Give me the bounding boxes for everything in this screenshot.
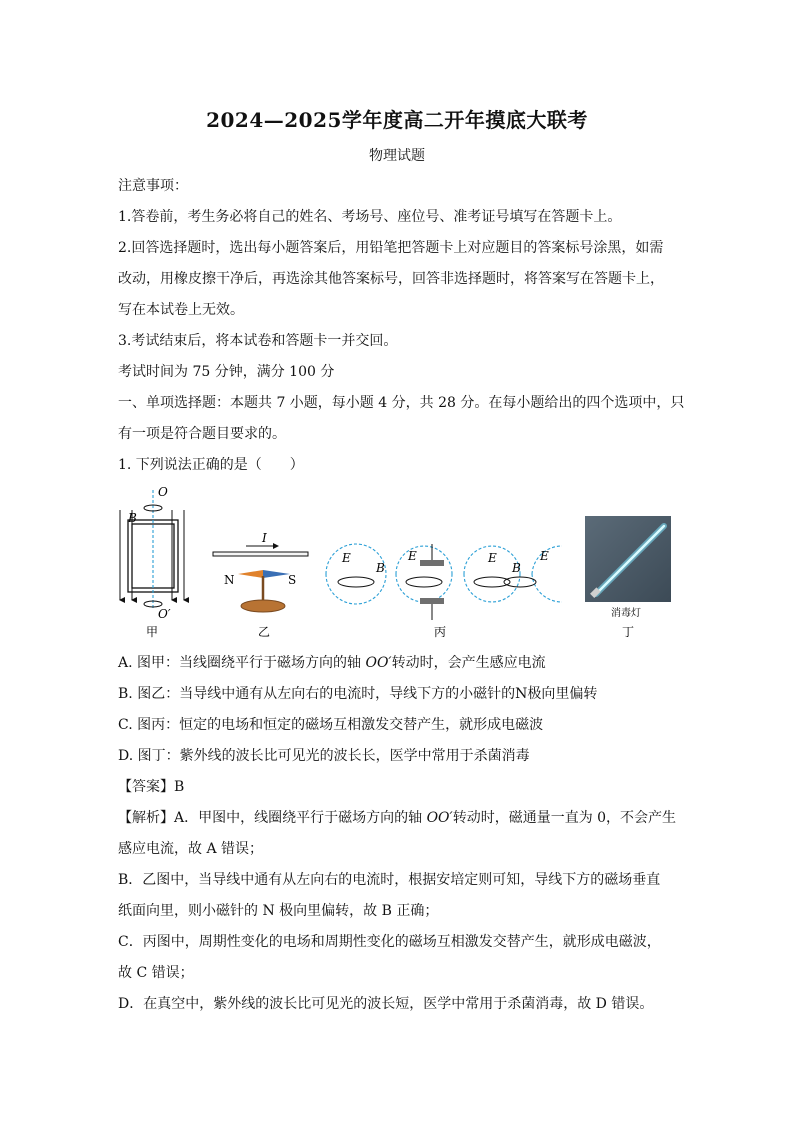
label-b-1: B bbox=[376, 561, 385, 575]
section-heading-line-2: 有一项是符合题目要求的。 bbox=[118, 426, 286, 442]
capacitor-plate-bottom bbox=[420, 598, 444, 604]
analysis-a-line-1 bbox=[118, 808, 676, 828]
note-item-2-line-3: 写在本试卷上无效。 bbox=[118, 302, 244, 318]
section-heading-line-1: 一、单项选择题：本题共 7 小题，每小题 4 分，共 28 分。在每小题给出的四个选项中，只 bbox=[118, 395, 685, 411]
analysis-b-line-2: 纸面向里，则小磁针的 N 极向里偏转，故 B 正确； bbox=[118, 903, 439, 919]
label-s: S bbox=[288, 573, 297, 587]
magnet-south-half bbox=[263, 570, 290, 578]
analysis-d-line-1: D．在真空中，紫外线的波长比可见光的波长短，医学中常用于杀菌消毒，故 D 错误。 bbox=[118, 996, 654, 1012]
label-e-3: E bbox=[488, 551, 497, 565]
label-e-1: E bbox=[342, 551, 351, 565]
caption-yi: 乙 bbox=[258, 625, 271, 639]
note-item-2-line-1: 2.回答选择题时，选出每小题答案后，用铅笔把答题卡上对应题目的答案标号涂黑，如需 bbox=[118, 240, 664, 256]
question-1-stem: 1. 下列说法正确的是（ ） bbox=[118, 457, 304, 473]
analysis-a-prefix: 【解析】A．甲图中，线圈绕平行于磁场方向的轴 bbox=[118, 810, 427, 826]
caption-ding: 丁 bbox=[622, 625, 635, 639]
label-n: N bbox=[224, 573, 235, 587]
label-e-4: E bbox=[540, 549, 549, 563]
label-current: I bbox=[262, 531, 267, 545]
analysis-c-line-2: 故 C 错误； bbox=[118, 965, 194, 981]
caption-jia: 甲 bbox=[146, 625, 159, 639]
exam-title: 2024—2025学年度高二开年摸底大联考 bbox=[206, 108, 588, 132]
note-item-1: 1.答卷前，考生务必将自己的姓名、考场号、座位号、准考证号填写在答题卡上。 bbox=[118, 209, 622, 225]
exam-subtitle: 物理试题 bbox=[369, 148, 425, 164]
note-item-2-line-2: 改动，用橡皮擦干净后，再选涂其他答案标号，回答非选择题时，将答案写在答题卡上， bbox=[118, 271, 664, 287]
option-c: C. 图丙：恒定的电场和恒定的磁场互相激发交替产生，就形成电磁波 bbox=[118, 717, 544, 733]
figure-ding-uv-lamp-photo bbox=[585, 516, 671, 639]
figure-bing-em-wave bbox=[326, 544, 562, 639]
figure-jia-coil-in-field bbox=[120, 485, 184, 639]
answer-line: 【答案】B bbox=[118, 779, 185, 795]
note-item-3: 3.考试结束后，将本试卷和答题卡一并交回。 bbox=[118, 333, 398, 349]
label-o: O bbox=[158, 485, 168, 499]
magnet-north-half bbox=[238, 570, 263, 578]
exam-time: 考试时间为 75 分钟，满分 100 分 bbox=[118, 364, 335, 380]
option-a bbox=[118, 653, 546, 673]
option-b: B. 图乙：当导线中通有从左向右的电流时，导线下方的小磁针的N极向里偏转 bbox=[118, 686, 598, 702]
analysis-a-line-2: 感应电流，故 A 错误； bbox=[118, 841, 264, 857]
analysis-a-suffix: 转动时，磁通量一直为 0，不会产生 bbox=[452, 810, 677, 826]
notes-heading: 注意事项： bbox=[118, 178, 188, 194]
option-a-prefix: A. 图甲：当线圈绕平行于磁场方向的轴 bbox=[118, 655, 366, 671]
option-a-axis: OO′ bbox=[365, 655, 392, 671]
option-d: D. 图丁：紫外线的波长比可见光的波长长，医学中常用于杀菌消毒 bbox=[118, 748, 530, 764]
capacitor-plate-top bbox=[420, 560, 444, 566]
caption-bing: 丙 bbox=[434, 625, 447, 639]
label-b-2: B bbox=[512, 561, 521, 575]
label-o-prime: O′ bbox=[158, 607, 171, 621]
question-1-figures bbox=[108, 482, 688, 642]
analysis-a-axis: OO′ bbox=[426, 810, 453, 826]
label-b-field: B bbox=[128, 511, 137, 525]
label-e-2: E bbox=[408, 549, 417, 563]
figure-yi-wire-and-compass bbox=[213, 531, 308, 639]
analysis-b-line-1: B．乙图中，当导线中通有从左向右的电流时，根据安培定则可知，导线下方的磁场垂直 bbox=[118, 872, 661, 888]
option-a-suffix: 转动时，会产生感应电流 bbox=[391, 655, 546, 671]
uv-lamp-label: 消毒灯 bbox=[611, 608, 641, 619]
analysis-c-line-1: C．丙图中，周期性变化的电场和周期性变化的磁场互相激发交替产生，就形成电磁波， bbox=[118, 934, 661, 950]
